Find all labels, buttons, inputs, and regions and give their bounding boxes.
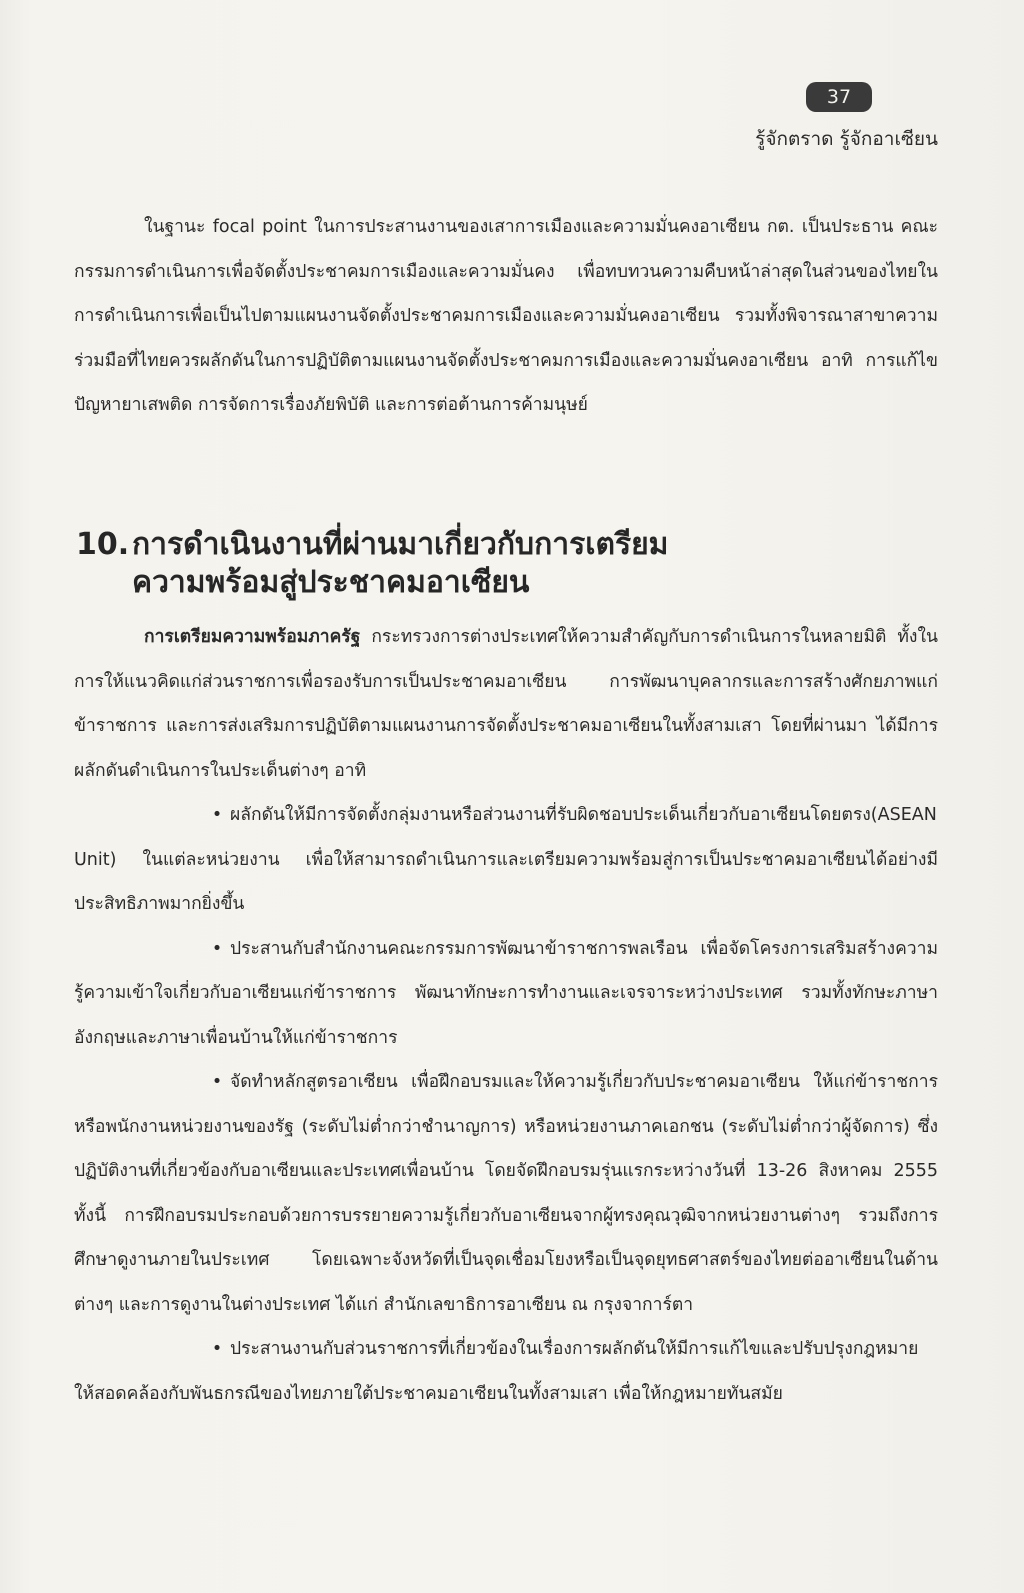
running-header: รู้จักตราด รู้จักอาเซียน xyxy=(755,128,938,150)
section-heading xyxy=(76,526,956,602)
section-title-line2: ความพร้อมสู่ประชาคมอาเซียน xyxy=(132,565,530,600)
bullet-item xyxy=(74,793,938,927)
bullet-list xyxy=(74,793,938,1416)
bullet-icon: • xyxy=(211,1072,223,1092)
intro-paragraph xyxy=(74,205,938,428)
bullet-item xyxy=(74,927,938,1061)
bullet-item xyxy=(74,1060,938,1327)
section-title-line1: การดำเนินงานที่ผ่านมาเกี่ยวกับการเตรียม xyxy=(132,527,669,562)
bullet-text: ประสานกับสำนักงานคณะกรรมการพัฒนาข้าราชการพลเรือน เพื่อจัดโครงการเสริมสร้างความรู้ความเข้าใจเกี่ยวกับอาเซียนแก่ข้าราชการ พัฒนาทักษะการทำงานและเจรจาระหว่างประเทศ รวมทั้งทักษะภาษาอังกฤษและภาษาเพื่อนบ้านให้แก่ข้าราชการ xyxy=(74,938,938,1048)
section-number: 10. xyxy=(76,527,130,562)
bullet-icon: • xyxy=(211,1339,223,1359)
bullet-icon: • xyxy=(211,805,223,825)
bullet-item xyxy=(74,1327,938,1416)
page-number-badge: 37 xyxy=(806,82,872,112)
bullet-icon: • xyxy=(211,938,223,959)
bullet-text: จัดทำหลักสูตรอาเซียน เพื่อฝึกอบรมและให้ความรู้เกี่ยวกับประชาคมอาเซียน ให้แก่ข้าราชการหรือพนักงานหน่วยงานของรัฐ (ระดับไม่ต่ำกว่าชำนาญการ) หรือหน่วยงานภาคเอกชน (ระดับไม่ต่ำกว่าผู้จัดการ) ซึ่งปฏิบัติงานที่เกี่ยวข้องกับอาเซียนและประเทศเพื่อนบ้าน โดยจัดฝึกอบรมรุ่นแรกระหว่างวันที่ 13-26 สิงหาคม 2555 ทั้งนี้ การฝึกอบรมประกอบด้วยการบรรยายความรู้เกี่ยวกับอาเซียนจากผู้ทรงคุณวุฒิจากหน่วยงานต่างๆ รวมถึงการศึกษาดูงานภายในประเทศ โดยเฉพาะจังหวัดที่เป็นจุดเชื่อมโยงหรือเป็นจุดยุทธศาสตร์ของไทยต่ออาเซียนในด้านต่างๆ และการดูงานในต่างประเทศ ได้แก่ สำนักเลขาธิการอาเซียน ณ กรุงจาการ์ตา xyxy=(74,1072,938,1315)
lead-paragraph xyxy=(74,615,938,793)
lead-bold-text: การเตรียมความพร้อมภาครัฐ xyxy=(144,627,361,647)
bullet-text: ประสานงานกับส่วนราชการที่เกี่ยวข้องในเรื่องการผลักดันให้มีการแก้ไขและปรับปรุงกฎหมายให้สอดคล้องกับพันธกรณีของไทยภายใต้ประชาคมอาเซียนในทั้งสามเสา เพื่อให้กฎหมายทันสมัย xyxy=(74,1339,919,1404)
bullet-text: ผลักดันให้มีการจัดตั้งกลุ่มงานหรือส่วนงานที่รับผิดชอบประเด็นเกี่ยวกับอาเซียนโดยตรง(ASEAN Unit) ในแต่ละหน่วยงาน เพื่อให้สามารถดำเนินการและเตรียมความพร้อมสู่การเป็นประชาคมอาเซียนได้อย่างมีประสิทธิภาพมากยิ่งขึ้น xyxy=(74,805,938,914)
lead-paragraph-text: กระทรวงการต่างประเทศให้ความสำคัญกับการดำเนินการในหลายมิติ ทั้งในการให้แนวคิดแก่ส่วนราชการเพื่อรองรับการเป็นประชาคมอาเซียน การพัฒนาบุคลากรและการสร้างศักยภาพแก่ข้าราชการ และการส่งเสริมการปฏิบัติตามแผนงานการจัดตั้งประชาคมอาเซียนในทั้งสามเสา โดยที่ผ่านมา ได้มีการผลักดันดำเนินการในประเด็นต่างๆ อาทิ xyxy=(74,627,938,781)
intro-paragraph-text: ในฐานะ focal point ในการประสานงานของเสาการเมืองและความมั่นคงอาเซียน กต. เป็นประธาน คณะกรรมการดำเนินการเพื่อจัดตั้งประชาคมการเมืองและความมั่นคง เพื่อทบทวนความคืบหน้าล่าสุดในส่วนของไทยในการดำเนินการเพื่อเป็นไปตามแผนงานจัดตั้งประชาคมการเมืองและความมั่นคงอาเซียน รวมทั้งพิจารณาสาขาความร่วมมือที่ไทยควรผลักดันในการปฏิบัติตามแผนงานจัดตั้งประชาคมการเมืองและความมั่นคงอาเซียน อาทิ การแก้ไขปัญหายาเสพติด การจัดการเรื่องภัยพิบัติ และการต่อต้านการค้ามนุษย์ xyxy=(74,217,938,415)
